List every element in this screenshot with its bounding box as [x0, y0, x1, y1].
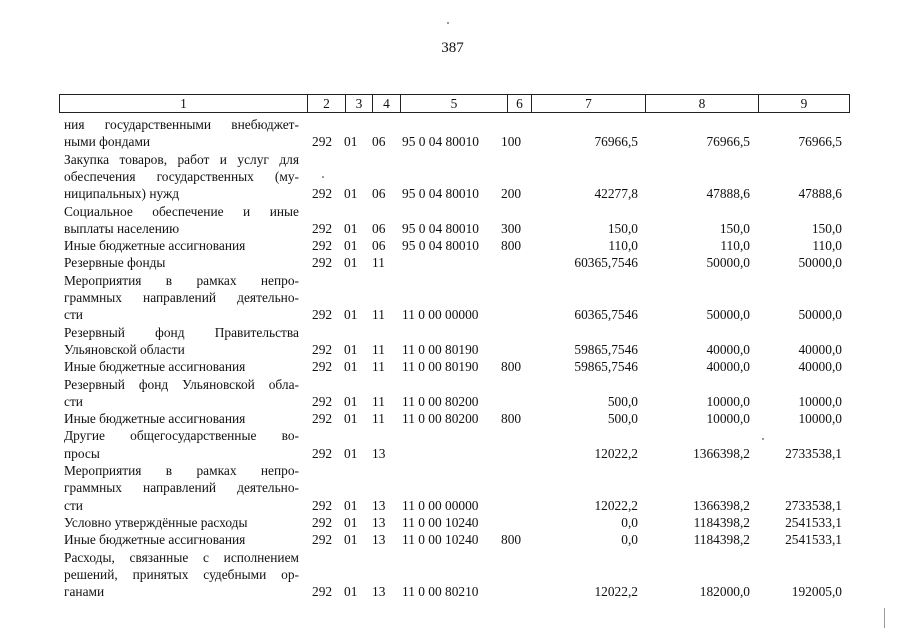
- amount-col9: 50000,0: [798, 255, 842, 270]
- target-article-code: 11 0 00 80190: [402, 359, 479, 374]
- amount-col8: 150,0: [719, 221, 750, 236]
- row-label: граммных направлений деятельно-: [64, 480, 299, 495]
- table-row: [0, 306, 905, 323]
- row-label: Закупка товаров, работ и услуг для: [64, 152, 299, 167]
- amount-col7: 60365,7546: [574, 307, 638, 322]
- amount-col7: 0,0: [621, 532, 638, 547]
- section-code: 01: [344, 342, 358, 357]
- subsection-code: 13: [372, 532, 386, 547]
- row-label: Резервный фонд Правительства: [64, 325, 299, 340]
- amount-col8: 50000,0: [706, 307, 750, 322]
- amount-col7: 12022,2: [594, 584, 638, 599]
- table-row: [0, 324, 905, 341]
- target-article-code: 11 0 00 00000: [402, 498, 479, 513]
- row-label: Резервные фонды: [64, 255, 166, 270]
- amount-col8: 1366398,2: [693, 498, 750, 513]
- row-label: сти: [64, 498, 83, 513]
- header-cell-4: 4: [372, 95, 400, 112]
- amount-col9: 2541533,1: [785, 515, 842, 530]
- row-label: сти: [64, 307, 83, 322]
- row-label: Иные бюджетные ассигнования: [64, 411, 246, 426]
- section-code: 01: [344, 134, 358, 149]
- ministry-code: 292: [312, 342, 333, 357]
- row-label: выплаты населению: [64, 221, 180, 236]
- header-cell-2: 2: [307, 95, 345, 112]
- target-article-code: 11 0 00 80200: [402, 411, 479, 426]
- ministry-code: 292: [312, 307, 333, 322]
- header-cell-3: 3: [345, 95, 372, 112]
- table-row: [0, 549, 905, 566]
- ministry-code: 292: [312, 359, 333, 374]
- target-article-code: 11 0 00 80210: [402, 584, 479, 599]
- row-label: Резервный фонд Ульяновской обла-: [64, 377, 299, 392]
- target-article-code: 95 0 04 80010: [402, 134, 479, 149]
- amount-col7: 76966,5: [594, 134, 638, 149]
- amount-col7: 59865,7546: [574, 342, 638, 357]
- amount-col7: 12022,2: [594, 446, 638, 461]
- table-row: [0, 566, 905, 583]
- amount-col7: 500,0: [607, 394, 638, 409]
- header-cell-9: 9: [758, 95, 849, 112]
- section-code: 01: [344, 221, 358, 236]
- section-code: 01: [344, 584, 358, 599]
- amount-col7: 0,0: [621, 515, 638, 530]
- target-article-code: 11 0 00 00000: [402, 307, 479, 322]
- section-code: 01: [344, 394, 358, 409]
- table-header: [59, 94, 850, 113]
- header-cell-7: 7: [531, 95, 645, 112]
- table-row: [0, 151, 905, 168]
- table-row: [0, 289, 905, 306]
- subsection-code: 11: [372, 307, 385, 322]
- table-row: [0, 583, 905, 600]
- table-row: [0, 341, 905, 358]
- section-code: 01: [344, 532, 358, 547]
- row-label: ниципальных) нужд: [64, 186, 180, 201]
- table-row: [0, 462, 905, 479]
- expense-type-code: 800: [501, 411, 522, 426]
- table-row: [0, 358, 905, 375]
- amount-col9: 192005,0: [791, 584, 842, 599]
- amount-col8: 10000,0: [706, 394, 750, 409]
- section-code: 01: [344, 307, 358, 322]
- subsection-code: 11: [372, 394, 385, 409]
- target-article-code: 11 0 00 80190: [402, 342, 479, 357]
- header-cell-8: 8: [645, 95, 758, 112]
- expense-type-code: 800: [501, 238, 522, 253]
- ministry-code: 292: [312, 446, 333, 461]
- header-cell-1: 1: [180, 96, 187, 111]
- table-row: [0, 393, 905, 410]
- amount-col8: 1366398,2: [693, 446, 750, 461]
- section-code: 01: [344, 446, 358, 461]
- subsection-code: 06: [372, 221, 386, 236]
- subsection-code: 11: [372, 359, 385, 374]
- section-code: 01: [344, 515, 358, 530]
- amount-col9: 2541533,1: [785, 532, 842, 547]
- target-article-code: 95 0 04 80010: [402, 186, 479, 201]
- table-row: [0, 272, 905, 289]
- row-label: просы: [64, 446, 100, 461]
- subsection-code: 06: [372, 238, 386, 253]
- header-cell-6: 6: [507, 95, 531, 112]
- ministry-code: 292: [312, 532, 333, 547]
- amount-col7: 12022,2: [594, 498, 638, 513]
- amount-col9: 76966,5: [798, 134, 842, 149]
- table-row: [0, 116, 905, 133]
- ministry-code: 292: [312, 134, 333, 149]
- section-code: 01: [344, 255, 358, 270]
- ministry-code: 292: [312, 515, 333, 530]
- amount-col9: 110,0: [812, 238, 842, 253]
- row-label: Мероприятия в рамках непро-: [64, 273, 299, 288]
- table-row: [0, 376, 905, 393]
- page-number: 387: [441, 40, 464, 56]
- scan-speck: [884, 608, 885, 628]
- amount-col8: 50000,0: [706, 255, 750, 270]
- subsection-code: 13: [372, 446, 386, 461]
- table-row: [0, 254, 905, 271]
- row-label: Условно утверждённые расходы: [64, 515, 248, 530]
- scan-speck: [322, 176, 324, 178]
- row-label: ния государственными внебюджет-: [64, 117, 299, 132]
- section-code: 01: [344, 498, 358, 513]
- ministry-code: 292: [312, 255, 333, 270]
- target-article-code: 95 0 04 80010: [402, 221, 479, 236]
- ministry-code: 292: [312, 584, 333, 599]
- amount-col9: 2733538,1: [785, 446, 842, 461]
- amount-col8: 76966,5: [706, 134, 750, 149]
- amount-col9: 40000,0: [798, 342, 842, 357]
- amount-col7: 500,0: [607, 411, 638, 426]
- subsection-code: 06: [372, 186, 386, 201]
- amount-col7: 59865,7546: [574, 359, 638, 374]
- header-cell-5: 5: [400, 95, 507, 112]
- row-label: Иные бюджетные ассигнования: [64, 238, 246, 253]
- amount-col9: 50000,0: [798, 307, 842, 322]
- row-label: граммных направлений деятельно-: [64, 290, 299, 305]
- row-label: Другие общегосударственные во-: [64, 428, 299, 443]
- table-row: [0, 133, 905, 150]
- subsection-code: 13: [372, 515, 386, 530]
- section-code: 01: [344, 238, 358, 253]
- subsection-code: 06: [372, 134, 386, 149]
- amount-col8: 1184398,2: [693, 532, 750, 547]
- row-label: ганами: [64, 584, 105, 599]
- row-label: Иные бюджетные ассигнования: [64, 359, 246, 374]
- ministry-code: 292: [312, 221, 333, 236]
- amount-col9: 47888,6: [798, 186, 842, 201]
- target-article-code: 11 0 00 10240: [402, 515, 479, 530]
- amount-col7: 60365,7546: [574, 255, 638, 270]
- table-row: [0, 445, 905, 462]
- row-label: Социальное обеспечение и иные: [64, 204, 299, 219]
- target-article-code: 95 0 04 80010: [402, 238, 479, 253]
- row-label: Мероприятия в рамках непро-: [64, 463, 299, 478]
- row-label: сти: [64, 394, 83, 409]
- subsection-code: 11: [372, 411, 385, 426]
- section-code: 01: [344, 186, 358, 201]
- section-code: 01: [344, 359, 358, 374]
- table-row: [0, 497, 905, 514]
- subsection-code: 11: [372, 342, 385, 357]
- amount-col7: 150,0: [607, 221, 638, 236]
- table-row: [0, 479, 905, 496]
- amount-col8: 10000,0: [706, 411, 750, 426]
- ministry-code: 292: [312, 394, 333, 409]
- ministry-code: 292: [312, 186, 333, 201]
- amount-col9: 150,0: [811, 221, 842, 236]
- scan-speck: [762, 438, 764, 440]
- amount-col9: 10000,0: [798, 411, 842, 426]
- row-label: решений, принятых судебными ор-: [64, 567, 299, 582]
- section-code: 01: [344, 411, 358, 426]
- ministry-code: 292: [312, 411, 333, 426]
- subsection-code: 11: [372, 255, 385, 270]
- expense-type-code: 800: [501, 359, 522, 374]
- table-row: [0, 237, 905, 254]
- target-article-code: 11 0 00 80200: [402, 394, 479, 409]
- amount-col9: 10000,0: [798, 394, 842, 409]
- amount-col8: 1184398,2: [693, 515, 750, 530]
- amount-col8: 40000,0: [706, 342, 750, 357]
- amount-col8: 40000,0: [706, 359, 750, 374]
- table-row: [0, 168, 905, 185]
- amount-col8: 110,0: [720, 238, 750, 253]
- amount-col9: 2733538,1: [785, 498, 842, 513]
- amount-col9: 40000,0: [798, 359, 842, 374]
- subsection-code: 13: [372, 498, 386, 513]
- table-row: [0, 427, 905, 444]
- amount-col7: 42277,8: [594, 186, 638, 201]
- amount-col8: 182000,0: [699, 584, 750, 599]
- row-label: обеспечения государственных (му-: [64, 169, 299, 184]
- row-label: Иные бюджетные ассигнования: [64, 532, 246, 547]
- table-row: [0, 531, 905, 548]
- target-article-code: 11 0 00 10240: [402, 532, 479, 547]
- table-row: [0, 185, 905, 202]
- table-row: [0, 410, 905, 427]
- amount-col7: 110,0: [608, 238, 638, 253]
- table-row: [0, 220, 905, 237]
- expense-type-code: 800: [501, 532, 522, 547]
- ministry-code: 292: [312, 238, 333, 253]
- row-label: ными фондами: [64, 134, 151, 149]
- row-label: Расходы, связанные с исполнением: [64, 550, 299, 565]
- subsection-code: 13: [372, 584, 386, 599]
- table-row: [0, 514, 905, 531]
- amount-col8: 47888,6: [706, 186, 750, 201]
- scan-speck: [447, 22, 449, 24]
- row-label: Ульяновской области: [64, 342, 185, 357]
- ministry-code: 292: [312, 498, 333, 513]
- expense-type-code: 100: [501, 134, 522, 149]
- expense-type-code: 200: [501, 186, 522, 201]
- table-row: [0, 203, 905, 220]
- expense-type-code: 300: [501, 221, 522, 236]
